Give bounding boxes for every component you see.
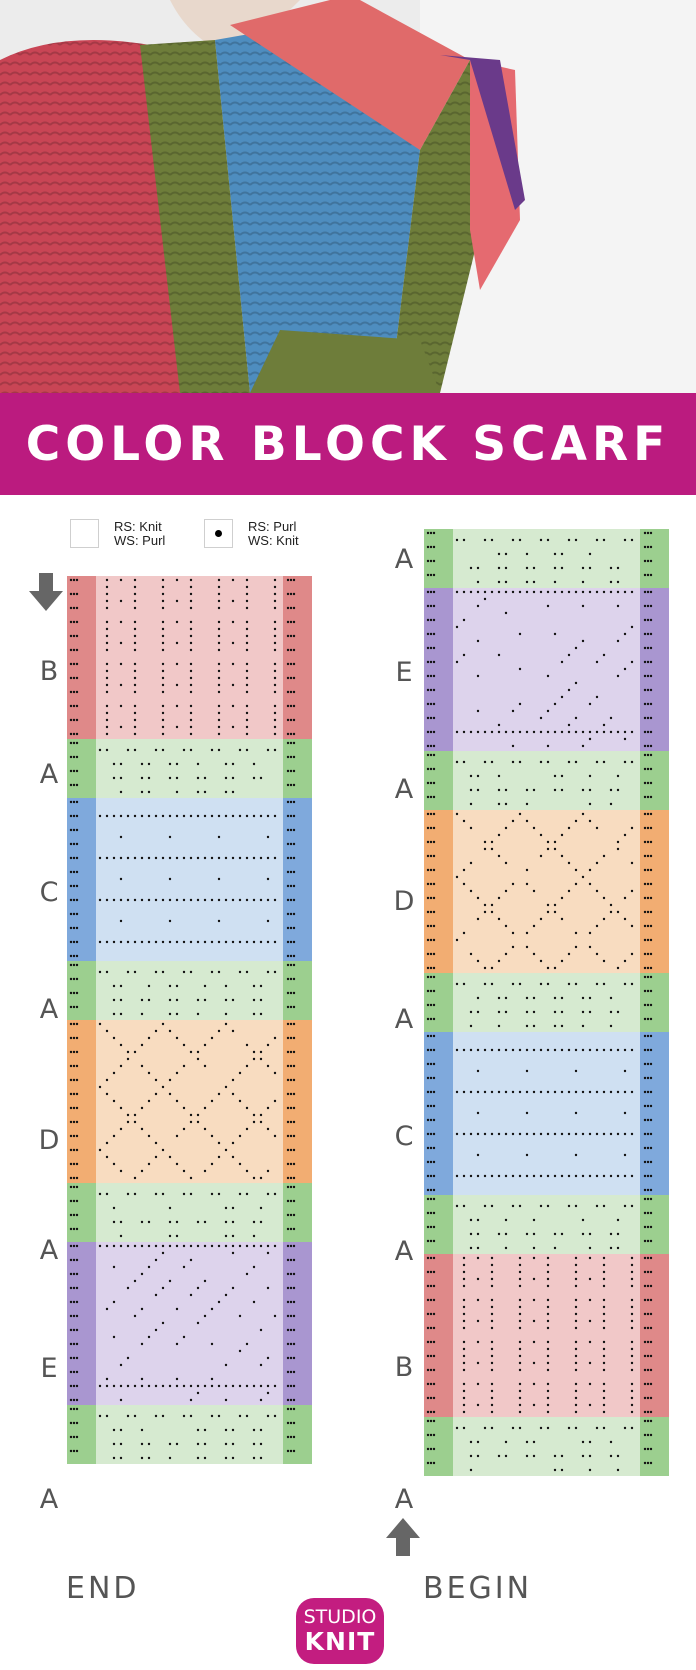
chart-block-A [424, 973, 669, 1032]
chart-block-border [283, 1405, 312, 1464]
purl-dot-icon [215, 530, 222, 537]
end-block-label: B [39, 656, 59, 687]
chart-block-border [283, 576, 312, 739]
chart-block-E [424, 588, 669, 751]
begin-block-label: A [394, 1236, 414, 1267]
begin-block-label: E [395, 657, 413, 688]
chart-block-border [640, 1254, 669, 1417]
chart-block-border [640, 1195, 669, 1254]
chart-block-border [640, 1032, 669, 1195]
chart-block-A [424, 1195, 669, 1254]
begin-label: BEGIN [423, 1571, 533, 1606]
chart-block-A [67, 739, 312, 798]
legend-purl-text [248, 520, 299, 548]
chart-block-border [283, 798, 312, 961]
begin-block-label: A [394, 1484, 414, 1515]
chart-block-border [424, 751, 453, 810]
begin-block-label: A [394, 774, 414, 805]
chart-block-border [640, 1417, 669, 1476]
chart-block-border [424, 588, 453, 751]
chart-block-border [283, 1183, 312, 1242]
end-block-label: C [39, 877, 59, 908]
chart-block-C [424, 1032, 669, 1195]
chart-block-border [424, 529, 453, 588]
title-banner [0, 393, 696, 495]
legend-knit-rs: RS: Knit [114, 519, 162, 534]
chart-block-A [424, 1417, 669, 1476]
chart-block-border [283, 1020, 312, 1183]
chart-block-border [640, 588, 669, 751]
legend-purl-ws: WS: Knit [248, 533, 299, 548]
chart-block-border [67, 739, 96, 798]
end-block-label: A [39, 994, 59, 1025]
chart-block-A [67, 961, 312, 1020]
chart-block-A [67, 1183, 312, 1242]
begin-block-label: C [394, 1121, 414, 1152]
legend-knit-text [114, 520, 165, 548]
scarf-photo [0, 0, 696, 393]
chart-block-border [424, 973, 453, 1032]
page-title: COLOR BLOCK SCARF [25, 416, 671, 472]
chart-block-E [67, 1242, 312, 1405]
chart-block-border [424, 1032, 453, 1195]
chart-block-border [67, 1020, 96, 1183]
chart-block-border [640, 973, 669, 1032]
chart-begin-column [424, 529, 669, 1556]
chart-block-border [283, 961, 312, 1020]
chart-block-border [283, 739, 312, 798]
chart-block-border [67, 1405, 96, 1464]
chart-block-border [283, 1242, 312, 1405]
begin-block-label: B [394, 1352, 414, 1383]
chart-block-border [67, 576, 96, 739]
chart-block-A [67, 1405, 312, 1464]
chart-block-border [424, 810, 453, 973]
chart-block-border [424, 1254, 453, 1417]
end-block-label: E [40, 1353, 58, 1384]
chart-block-border [640, 751, 669, 810]
chart-block-A [424, 529, 669, 588]
chart-end-column [67, 576, 312, 1555]
legend-purl-swatch [204, 519, 233, 548]
end-block-label: A [39, 759, 59, 790]
chart-block-border [67, 1242, 96, 1405]
chart-block-border [640, 810, 669, 973]
begin-block-label: A [394, 1004, 414, 1035]
legend-knit-swatch [70, 519, 99, 548]
legend-purl-rs: RS: Purl [248, 519, 297, 534]
chart-block-border [67, 961, 96, 1020]
arrow-down-icon [29, 573, 63, 611]
chart-block-border [424, 1195, 453, 1254]
end-label: END [66, 1571, 140, 1606]
chart-block-border [67, 1183, 96, 1242]
begin-block-label: D [393, 886, 415, 917]
chart-block-border [67, 798, 96, 961]
end-block-label: D [38, 1125, 60, 1156]
chart-block-A [424, 751, 669, 810]
legend-knit-ws: WS: Purl [114, 533, 166, 548]
chart-block-C [67, 798, 312, 961]
begin-block-label: A [394, 544, 414, 575]
chart-block-border [424, 1417, 453, 1476]
arrow-up-icon [386, 1518, 420, 1556]
end-block-label: A [39, 1235, 59, 1266]
chart-block-border [640, 529, 669, 588]
end-block-label: A [39, 1484, 59, 1515]
studio-knit-logo: STUDIO KNIT [296, 1598, 384, 1664]
